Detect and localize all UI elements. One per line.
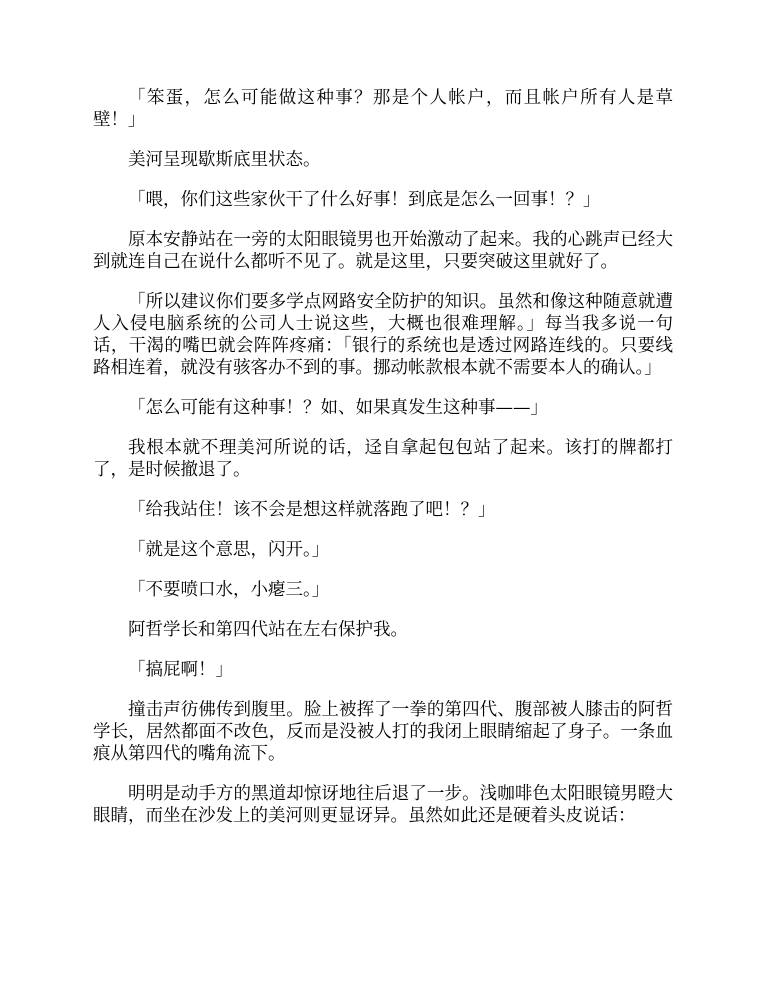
paragraph: 撞击声彷佛传到腹里。脸上被挥了一拳的第四代、腹部被人膝击的阿哲学长，居然都面不改色，反而是没被人打的我闭上眼睛缩起了身子。一条血痕从第四代的嘴角流下。	[93, 700, 673, 764]
paragraph: 「喂，你们这些家伙干了什么好事！到底是怎么一回事！？」	[128, 190, 601, 210]
paragraph: 「不要喷口水，小瘪三。」	[128, 580, 330, 600]
paragraph: 「就是这个意思，闪开。」	[128, 540, 330, 560]
paragraph: 「给我站住！该不会是想这样就落跑了吧！？」	[128, 500, 496, 520]
paragraph: 「所以建议你们要多学点网路安全防护的知识。虽然和像这种随意就遭人入侵电脑系统的公司人士说这些，大概也很难理解。」每当我多说一句话，干渴的嘴巴就会阵阵疼痛：「银行的系统也是透过网路连线的。只要线路相连着，就没有骇客办不到的事。挪动帐款根本就不需要本人的确认。」	[93, 292, 673, 378]
text-body	[93, 87, 673, 845]
paragraph: 「笨蛋，怎么可能做这种事？那是个人帐户，而且帐户所有人是草壁！」	[93, 88, 673, 130]
paragraph: 我根本就不理美河所说的话，迳自拿起包包站了起来。该打的牌都打了，是时候撤退了。	[93, 438, 673, 480]
paragraph: 阿哲学长和第四代站在左右保护我。	[128, 620, 408, 640]
paragraph: 「搞屁啊！」	[128, 660, 233, 680]
paragraph: 美河呈现歇斯底里状态。	[128, 150, 321, 170]
paragraph: 原本安静站在一旁的太阳眼镜男也开始激动了起来。我的心跳声已经大到就连自己在说什么都听不见了。就是这里，只要突破这里就好了。	[93, 230, 673, 272]
paragraph: 明明是动手方的黑道却惊讶地往后退了一步。浅咖啡色太阳眼镜男瞪大眼睛，而坐在沙发上的美河则更显讶异。虽然如此还是硬着头皮说话：	[93, 784, 673, 826]
paragraph: 「怎么可能有这种事！？如、如果真发生这种事——」	[128, 398, 548, 418]
